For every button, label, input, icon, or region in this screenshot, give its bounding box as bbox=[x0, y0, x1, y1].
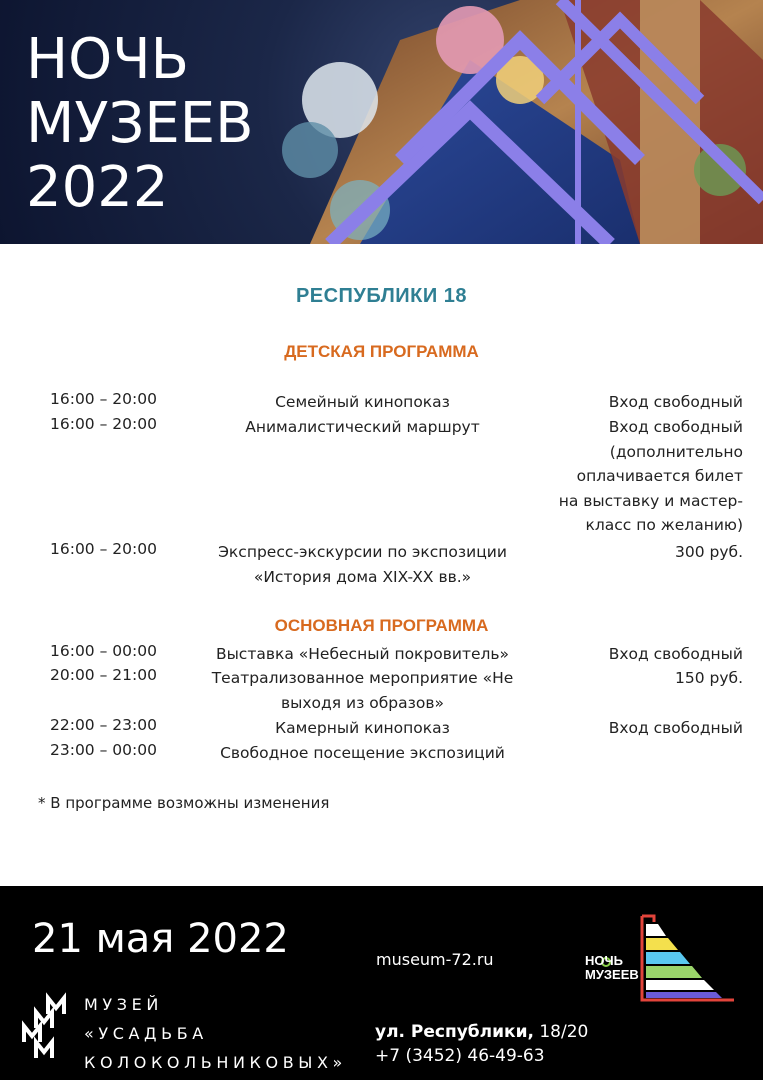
night-logo-text bbox=[585, 954, 639, 982]
schedule-price: Вход свободный bbox=[608, 645, 743, 663]
night-logo-line: НОЧЬ bbox=[585, 953, 623, 968]
schedule-event: Свободное посещение экспозиций bbox=[220, 744, 505, 762]
schedule-event: Камерный кинопоказ bbox=[275, 719, 450, 737]
museum-name-line: КОЛОКОЛЬНИКОВЫХ» bbox=[84, 1053, 347, 1072]
contact-info bbox=[375, 1020, 588, 1068]
schedule-time: 16:00 – 20:00 bbox=[50, 540, 157, 558]
event-date: 21 мая 2022 bbox=[32, 916, 289, 962]
schedule-price: Вход свободный bbox=[608, 719, 743, 737]
night-logo-line: МУЗЕЕВ bbox=[585, 967, 639, 982]
schedule-time: 16:00 – 20:00 bbox=[50, 390, 157, 408]
schedule-event: Выставка «Небесный покровитель» bbox=[215, 645, 510, 663]
street-name: ул. Республики, bbox=[375, 1022, 534, 1042]
schedule-time: 23:00 – 00:00 bbox=[50, 741, 157, 759]
kids-program-heading: ДЕТСКАЯ ПРОГРАММА bbox=[284, 342, 479, 361]
schedule-time: 20:00 – 21:00 bbox=[50, 666, 157, 684]
museum-name bbox=[84, 990, 347, 1077]
banner-title bbox=[26, 28, 254, 220]
schedule-event: Семейный кинопоказ bbox=[275, 393, 450, 411]
house-number: 18/20 bbox=[533, 1022, 589, 1042]
address-line bbox=[375, 1020, 588, 1044]
header-banner bbox=[0, 0, 763, 244]
footer bbox=[0, 886, 763, 1080]
schedule-price: Вход свободный (дополнительно оплачивается билет на выставку и мастер-класс по желанию) bbox=[558, 418, 743, 534]
venue-heading: РЕСПУБЛИКИ 18 bbox=[295, 285, 468, 307]
schedule-event: Театрализованное мероприятие «Не выходя из образов» bbox=[211, 669, 514, 712]
schedule-event: Экспресс-экскурсии по экспозиции «История дома XIX-XX вв.» bbox=[218, 543, 507, 586]
banner-title-line: 2022 bbox=[26, 155, 169, 220]
banner-title-line: МУЗЕЕВ bbox=[26, 91, 254, 156]
museum-name-line: «УСАДЬБА bbox=[84, 1024, 208, 1043]
program-note: * В программе возможны изменения bbox=[38, 794, 330, 812]
museum-name-line: МУЗЕЙ bbox=[84, 995, 163, 1014]
schedule-event: Анималистический маршрут bbox=[245, 418, 480, 436]
schedule-price: Вход свободный bbox=[608, 393, 743, 411]
museum-logo-icon bbox=[18, 992, 72, 1064]
schedule-time: 22:00 – 23:00 bbox=[50, 716, 157, 734]
schedule-price: 300 руб. bbox=[674, 543, 743, 561]
schedule-time: 16:00 – 20:00 bbox=[50, 415, 157, 433]
schedule-time: 16:00 – 00:00 bbox=[50, 642, 157, 660]
website-link[interactable]: museum-72.ru bbox=[376, 950, 494, 969]
phone-number[interactable]: +7 (3452) 46-49-63 bbox=[375, 1046, 545, 1066]
banner-title-line: НОЧЬ bbox=[26, 27, 189, 92]
schedule-price: 150 руб. bbox=[674, 669, 743, 687]
main-program-heading: ОСНОВНАЯ ПРОГРАММА bbox=[274, 616, 489, 635]
